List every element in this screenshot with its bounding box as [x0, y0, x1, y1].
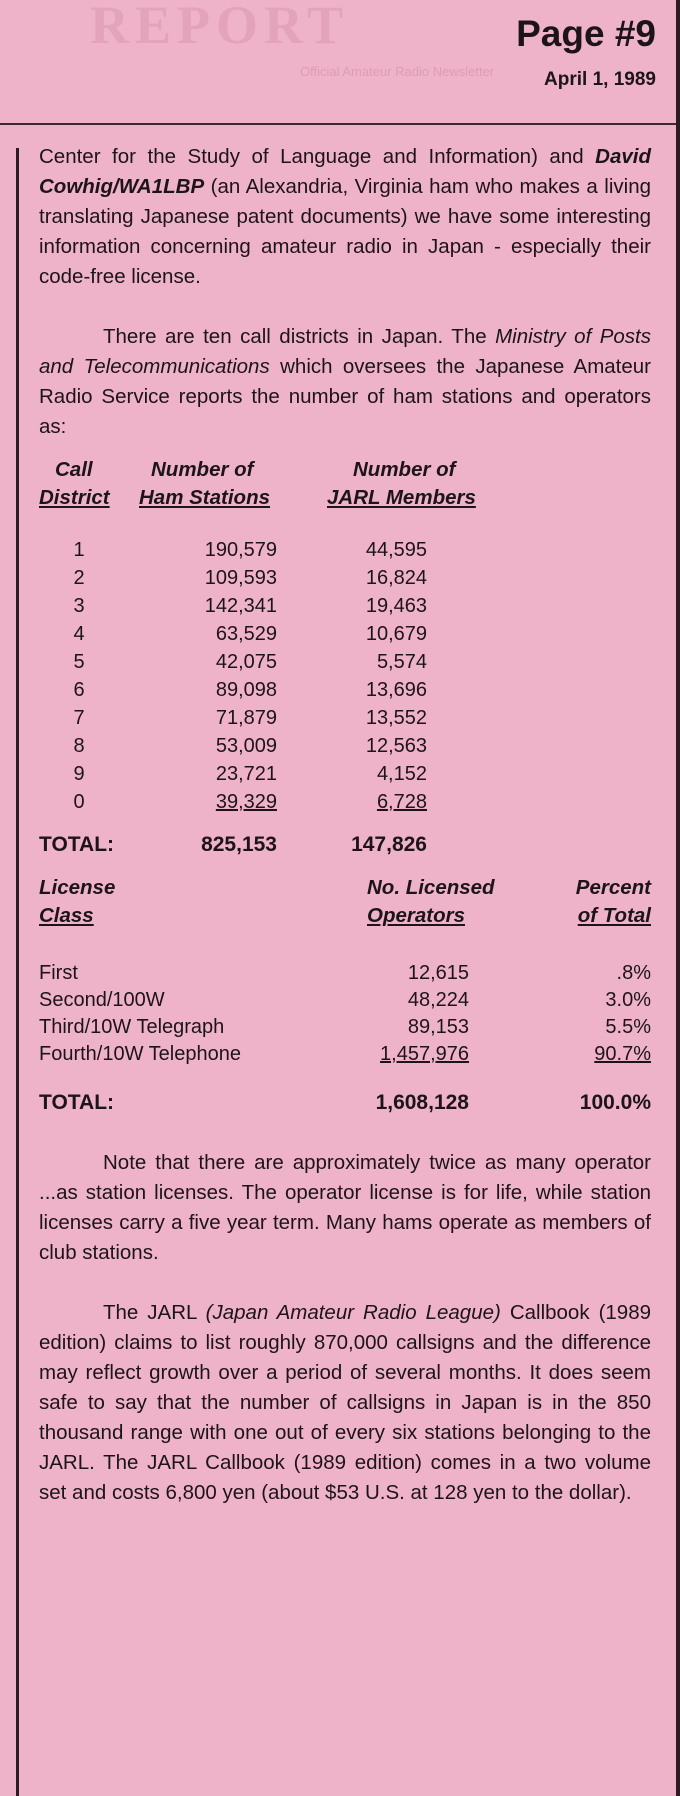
stations-cell: 63,529 — [215, 623, 277, 645]
district-cell: 3 — [73, 595, 85, 617]
license-row — [39, 1014, 651, 1041]
stations-cell: 142,341 — [204, 595, 277, 617]
members-cell: 13,552 — [365, 707, 427, 729]
district-cell: 0 — [73, 791, 85, 813]
license-class-cell: Fourth/10W Telephone — [39, 1043, 241, 1065]
district-cell: 6 — [73, 679, 85, 701]
stations-cell: 109,593 — [204, 567, 277, 589]
district-table-rows — [39, 536, 651, 816]
district-row — [39, 564, 651, 592]
district-cell: 2 — [73, 567, 85, 589]
header-class: Class — [39, 904, 94, 927]
licensed-operators-cell: 48,224 — [407, 989, 469, 1011]
intro-text-1: Center for the Study of Language and Information) and — [39, 145, 596, 168]
issue-date: April 1, 1989 — [544, 68, 656, 90]
header-operators: Operators — [367, 904, 465, 927]
district-row — [39, 704, 651, 732]
district-cell: 9 — [73, 763, 85, 785]
stations-cell: 42,075 — [215, 651, 277, 673]
districts-text-1: There are ten call districts in Japan. The — [103, 325, 496, 348]
license-row — [39, 987, 651, 1014]
column-rule-left — [16, 148, 19, 1796]
district-row — [39, 648, 651, 676]
stations-cell: 89,098 — [215, 679, 277, 701]
header-divider — [0, 123, 680, 125]
percent-cell: .8% — [616, 962, 651, 984]
header-ham-stations: Ham Stations — [139, 486, 270, 509]
jarl-text-2: Callbook (1989 edition) claims to list roughly 870,000 callsigns and the difference may reflect growth over a period of several months. It does seem safe to say that the number of callsigns in Japan is in the 850 thousand range with one out of every six stations belonging to the JARL. The JARL Callbook (1989 edition) comes in a two volume set and costs 6,800 yen (about $53 U.S. at 128 yen to the dollar). — [39, 1301, 651, 1504]
stations-cell: 71,879 — [215, 707, 277, 729]
district-cell: 8 — [73, 735, 85, 757]
page-header — [516, 14, 656, 91]
league-name: (Japan Amateur Radio League) — [205, 1301, 501, 1324]
total-operators: 1,608,128 — [375, 1091, 469, 1114]
percent-cell: 3.0% — [605, 989, 651, 1011]
district-table-total — [39, 830, 651, 860]
stations-cell: 53,009 — [215, 735, 277, 757]
header-percent: Percent — [575, 876, 651, 899]
district-row — [39, 620, 651, 648]
license-class-cell: First — [39, 962, 78, 984]
intro-text-2: (an Alexandria, Virginia ham who makes a living translating Japanese patent documents) we have some interesting information concerning amateur radio in Japan - especially their code-free license. — [39, 175, 651, 288]
members-cell: 19,463 — [365, 595, 427, 617]
members-cell: 12,563 — [365, 735, 427, 757]
total-percent: 100.0% — [579, 1091, 651, 1114]
district-row — [39, 760, 651, 788]
header-call: Call — [55, 458, 93, 481]
members-cell: 13,696 — [365, 679, 427, 701]
total-label: TOTAL: — [39, 833, 115, 856]
header-jarl-members: JARL Members — [327, 486, 476, 509]
licensed-operators-cell: 89,153 — [407, 1016, 469, 1038]
column-rule-right — [676, 0, 680, 1796]
header-number-of-stations: Number of — [151, 458, 254, 481]
district-cell: 5 — [73, 651, 85, 673]
license-row — [39, 1041, 651, 1068]
members-cell: 5,574 — [376, 651, 427, 673]
page-number: Page #9 — [516, 13, 656, 54]
header-district: District — [39, 486, 110, 509]
licensed-operators-cell: 1,457,976 — [380, 1043, 469, 1065]
ministry-name: Ministry of Posts and Telecommunications — [39, 325, 651, 378]
license-table-header — [39, 874, 651, 944]
district-row — [39, 592, 651, 620]
article-body — [39, 142, 651, 1508]
district-cell: 4 — [73, 623, 85, 645]
header-license: License — [39, 876, 116, 899]
members-cell: 10,679 — [365, 623, 427, 645]
members-cell: 16,824 — [365, 567, 427, 589]
masthead-ghost-subtitle: Official Amateur Radio Newsletter — [300, 64, 495, 79]
members-cell: 6,728 — [376, 791, 427, 813]
header-of-total: of Total — [577, 904, 651, 927]
district-table-header — [39, 456, 651, 526]
person-name: David Cowhig/WA1LBP — [39, 145, 651, 198]
total-members: 147,826 — [351, 833, 427, 856]
header-number-of-members: Number of — [353, 458, 456, 481]
percent-cell: 5.5% — [605, 1016, 651, 1038]
licensed-operators-cell: 12,615 — [407, 962, 469, 984]
total-stations: 825,153 — [201, 833, 277, 856]
district-cell: 7 — [73, 707, 85, 729]
members-cell: 4,152 — [376, 763, 427, 785]
jarl-paragraph — [39, 1298, 651, 1508]
total-label-2: TOTAL: — [39, 1091, 115, 1114]
districts-paragraph — [39, 322, 651, 442]
license-table-total — [39, 1088, 651, 1118]
district-row — [39, 732, 651, 760]
district-cell: 1 — [73, 539, 85, 561]
license-row — [39, 960, 651, 987]
license-class-cell: Third/10W Telegraph — [39, 1016, 225, 1038]
district-row — [39, 788, 651, 816]
license-table-rows — [39, 960, 651, 1068]
stations-cell: 190,579 — [204, 539, 277, 561]
masthead-ghost-title: REPORT — [90, 0, 350, 55]
district-row — [39, 676, 651, 704]
districts-text-2: which oversees the Japanese Amateur Radio Service reports the number of ham stations and operators as: — [39, 355, 652, 438]
jarl-text-1: The JARL — [103, 1301, 206, 1324]
district-row — [39, 536, 651, 564]
stations-cell: 23,721 — [215, 763, 277, 785]
license-class-cell: Second/100W — [39, 989, 165, 1011]
note-paragraph: Note that there are approximately twice as many operator ...as station licenses. The operator license is for life, while station licenses carry a five year term. Many hams operate as members of club stations. — [39, 1151, 651, 1264]
percent-cell: 90.7% — [594, 1043, 651, 1065]
members-cell: 44,595 — [365, 539, 427, 561]
header-no-licensed: No. Licensed — [367, 876, 495, 899]
intro-paragraph — [39, 142, 651, 292]
stations-cell: 39,329 — [215, 791, 277, 813]
